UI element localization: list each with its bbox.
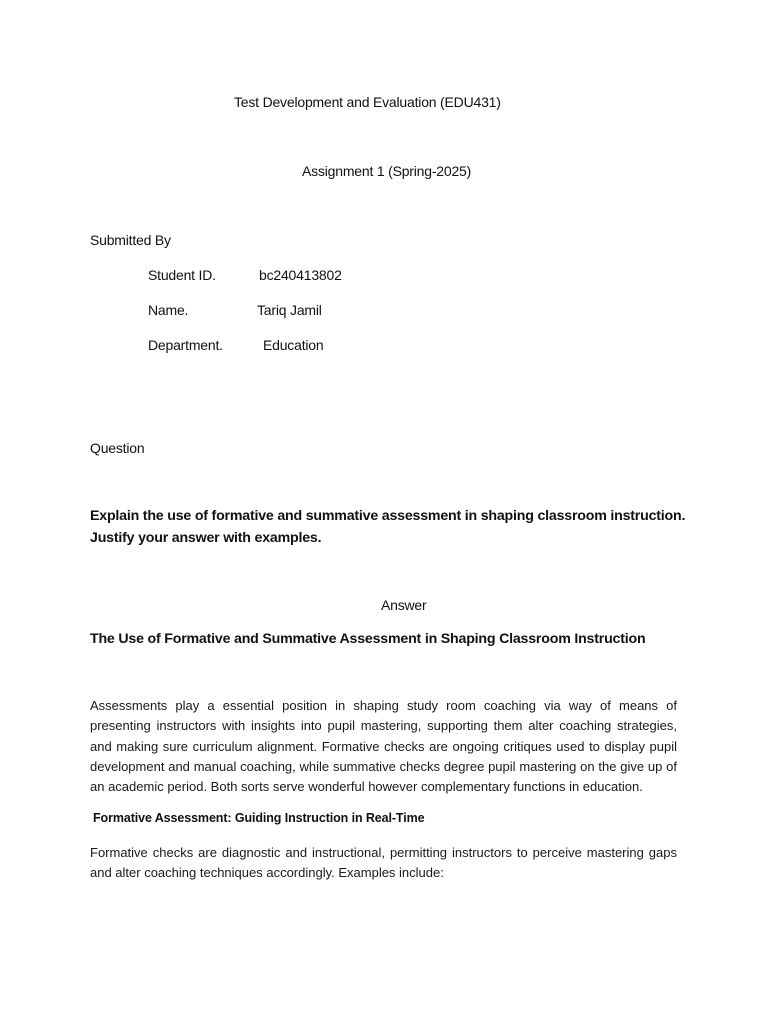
formative-heading: Formative Assessment: Guiding Instruction in Real-Time bbox=[93, 811, 425, 825]
student-name-label: Name. bbox=[148, 302, 189, 318]
student-id-value: bc240413802 bbox=[259, 267, 342, 283]
student-id-label: Student ID. bbox=[148, 267, 216, 283]
submitted-by-label: Submitted By bbox=[90, 232, 171, 248]
department-value: Education bbox=[263, 337, 324, 353]
student-name-value: Tariq Jamil bbox=[257, 302, 322, 318]
course-title: Test Development and Evaluation (EDU431) bbox=[234, 94, 501, 110]
answer-heading: The Use of Formative and Summative Assessment in Shaping Classroom Instruction bbox=[90, 631, 646, 647]
intro-paragraph: Assessments play a essential position in shaping study room coaching via way of means of presenting instructors with insights into pupil mastering, supporting them alter coaching strategies, and making sure curriculum alignment. Formative checks are ongoing critiques used to display pupil development and manual coaching, while summative checks degree pupil mastering on the give up of an academic period. Both sorts serve wonderful however complementary functions in education. bbox=[90, 698, 677, 795]
question-label: Question bbox=[90, 440, 145, 456]
department-label: Department. bbox=[148, 337, 223, 353]
formative-paragraph: Formative checks are diagnostic and instructional, permitting instructors to perceive mastering gaps and alter coaching techniques accordingly. Examples include: bbox=[90, 845, 677, 881]
answer-label: Answer bbox=[381, 597, 427, 613]
assignment-title: Assignment 1 (Spring-2025) bbox=[302, 163, 472, 179]
question-text: Explain the use of formative and summative assessment in shaping classroom instruction. Justify your answer with examples. bbox=[90, 508, 686, 546]
